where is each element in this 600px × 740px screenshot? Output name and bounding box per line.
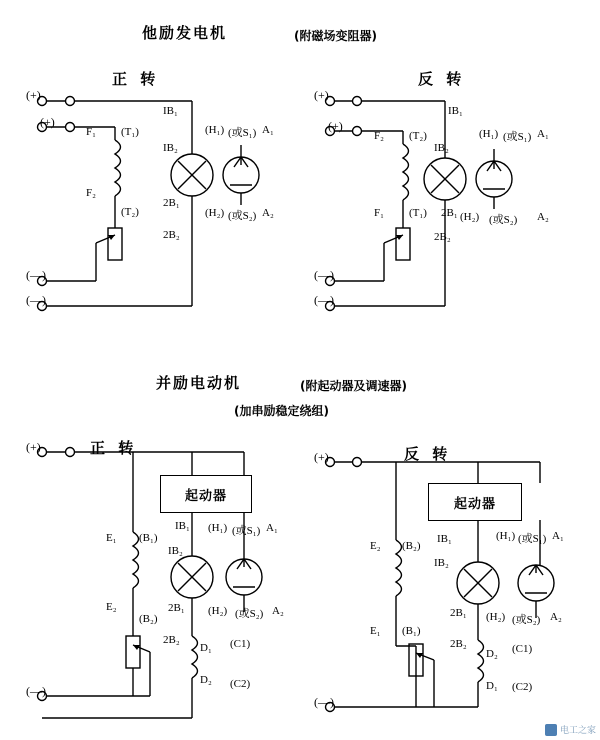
armature-label-h2-fw: (H₂) [208,605,228,617]
section-2-note2: (加串励稳定绕组) [234,404,329,418]
brush-label-ib1-r: IB₁ [448,105,463,117]
terminal-minus-1-r: (—) [314,268,334,282]
field-label-t1: (T₁) [121,126,139,138]
brush-label-2b1-fw: 2B₁ [168,602,185,614]
series-label-c1-rv: (C1) [512,643,533,655]
armature-label-s1-rv: (或S₁) [518,533,547,545]
field-label-t2-r: (T₂) [409,130,427,142]
armature-label-a1-r: A₁ [537,128,549,140]
terminal-minus-2-r: (—) [314,293,334,307]
section-1-note: (附磁场变阻器) [294,29,377,43]
watermark [545,723,596,736]
terminal-minus-1: (—) [26,268,46,282]
armature-label-s1-fw: (或S₁) [232,525,261,537]
brush-label-ib2-r: IB₂ [434,142,449,154]
armature-label-a2: A₂ [262,207,274,219]
terminal-minus-rv: (—) [314,695,334,709]
starter-box-reverse[interactable]: 起动器 [428,483,522,521]
armature-label-s2-fw: (或S₂) [235,608,264,620]
field-label-f2: F₂ [86,187,96,199]
brush-label-2b1: 2B₁ [163,197,180,209]
armature-label-a2-rv: A₂ [550,611,562,623]
armature-label-s2-rv: (或S₂) [512,614,541,626]
series-label-d1-rv: D₁ [486,680,498,692]
field-label-t2: (T₂) [121,206,139,218]
series-label-c2-fw: (C2) [230,678,251,690]
diagram-3-heading: 正 转 [90,439,138,457]
armature-label-h1-r: (H₁) [479,128,499,140]
field-label-e2-fw: E₂ [106,601,117,613]
armature-label-s1: (或S₁) [228,127,257,139]
diagram-2-heading: 反 转 [418,70,466,88]
armature-label-h2-rv: (H₂) [486,611,506,623]
field-label-b2-fw: (B₂) [139,613,158,625]
terminal-plus-2: (+) [40,115,55,129]
field-label-b2-rv: (B₂) [402,540,421,552]
section-2-title: 并励电动机 [156,374,242,392]
series-label-d2-fw: D₂ [200,674,212,686]
brush-label-2b2: 2B₂ [163,229,180,241]
series-label-d1-fw: D₁ [200,642,212,654]
brush-label-ib1: IB₁ [163,105,178,117]
field-label-e1-fw: E₁ [106,532,117,544]
armature-label-a1-fw: A₁ [266,522,278,534]
armature-label-s1-r: (或S₁) [503,131,532,143]
armature-label-h2: (H₂) [205,207,225,219]
field-label-f2-r: F₂ [374,130,384,142]
field-label-f1: F₁ [86,126,96,138]
armature-label-s2-r: (或S₂) [489,214,518,226]
armature-label-a1-rv: A₁ [552,530,564,542]
brush-label-ib2-fw: IB₂ [168,545,183,557]
armature-label-a2-r: A₂ [537,211,549,223]
brush-label-ib1-fw: IB₁ [175,520,190,532]
armature-label-s2: (或S₂) [228,210,257,222]
brush-label-2b2-r: 2B₂ [434,231,451,243]
armature-label-h2-r: (H₂) [460,211,480,223]
field-label-t1-r: (T₁) [409,207,427,219]
terminal-plus-1: (+) [26,88,41,102]
series-label-c1-fw: (C1) [230,638,251,650]
armature-label-a1: A₁ [262,124,274,136]
brush-label-ib1-rv: IB₁ [437,533,452,545]
brush-label-2b1-r: 2B₁ [441,207,458,219]
brush-label-ib2-rv: IB₂ [434,557,449,569]
armature-label-h1-rv: (H₁) [496,530,516,542]
diagram-4-heading: 反 转 [404,445,452,463]
field-label-f1-r: F₁ [374,207,384,219]
brush-label-2b2-rv: 2B₂ [450,638,467,650]
brush-label-2b1-rv: 2B₁ [450,607,467,619]
terminal-minus-fw: (—) [26,684,46,698]
series-label-d2-rv: D₂ [486,648,498,660]
watermark-logo-icon [545,724,557,736]
field-label-e1-rv: E₁ [370,625,381,637]
armature-label-h1-fw: (H₁) [208,522,228,534]
armature-label-a2-fw: A₂ [272,605,284,617]
terminal-plus-fw: (+) [26,440,41,454]
field-label-e2-rv: E₂ [370,540,381,552]
brush-label-2b2-fw: 2B₂ [163,634,180,646]
armature-label-h1: (H₁) [205,124,225,136]
section-1-title: 他励发电机 [142,24,228,42]
starter-box-forward[interactable]: 起动器 [160,475,252,513]
field-label-b1-rv: (B₁) [402,625,421,637]
terminal-plus-1-r: (+) [314,88,329,102]
brush-label-ib2: IB₂ [163,142,178,154]
diagram-1-heading: 正 转 [112,70,160,88]
terminal-plus-rv: (+) [314,450,329,464]
terminal-plus-2-r: (+) [328,119,343,133]
watermark-text: 电工之家 [559,726,596,736]
section-2-note: (附起动器及调速器) [300,379,407,393]
terminal-minus-2: (—) [26,293,46,307]
field-label-b1-fw: (B₁) [139,532,158,544]
series-label-c2-rv: (C2) [512,681,533,693]
